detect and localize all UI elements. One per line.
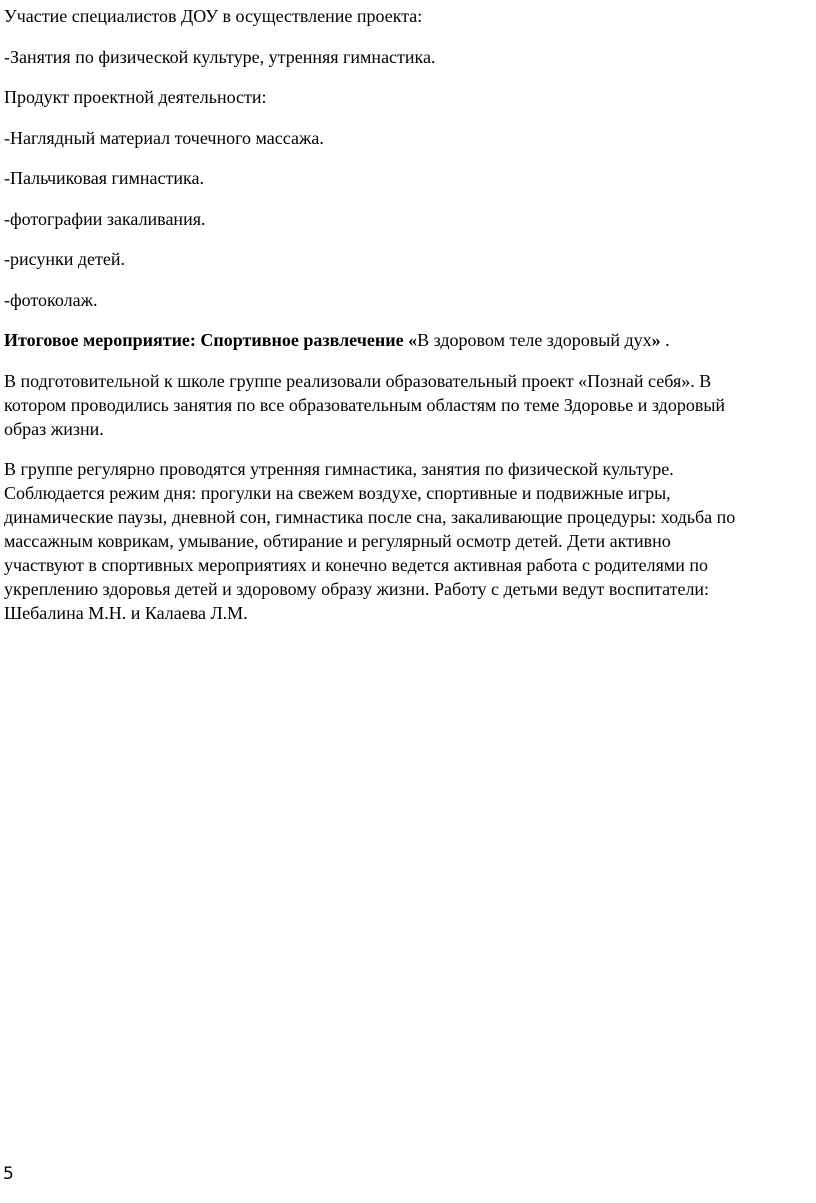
participation-heading: Участие специалистов ДОУ в осуществление проекта: bbox=[4, 6, 423, 26]
routine-paragraph bbox=[4, 457, 804, 625]
project-paragraph bbox=[4, 369, 804, 441]
product-item-massage: -Наглядный материал точечного массажа. bbox=[4, 127, 324, 148]
product-item-collage: -фотоколаж. bbox=[4, 289, 98, 310]
document-body bbox=[4, 4, 804, 642]
product-heading: Продукт проектной деятельности: bbox=[4, 87, 267, 107]
paragraph-line: укреплению здоровья детей и здоровому образу жизни. Работу с детьми ведут воспитатели: bbox=[4, 579, 710, 599]
final-event-quote-close: » bbox=[651, 330, 661, 350]
product-item-finger-gymnastics: -Пальчиковая гимнастика. bbox=[4, 168, 204, 188]
product-item-drawings: -рисунки детей. bbox=[4, 249, 126, 269]
paragraph-line: участвуют в спортивных мероприятиях и конечно ведется активная работа с родителями по bbox=[4, 555, 709, 575]
final-event-tail: . bbox=[660, 330, 670, 350]
final-event-label: Итоговое мероприятие: Спортивное развлечение « bbox=[4, 330, 418, 350]
final-event-line bbox=[4, 328, 804, 352]
paragraph-line: котором проводились занятия по все образовательным областям по теме Здоровье и здоровый bbox=[4, 394, 726, 415]
paragraph-line: динамические паузы, дневной сон, гимнастика после сна, закаливающие процедуры: ходьба по bbox=[4, 507, 736, 527]
paragraph-line: В группе регулярно проводятся утренняя гимнастика, занятия по физической культуре. bbox=[4, 459, 674, 479]
paragraph-line: образ жизни. bbox=[4, 418, 104, 439]
paragraph-line: Соблюдается режим дня: прогулки на свежем воздухе, спортивные и подвижные игры, bbox=[4, 483, 671, 503]
paragraph-line: В подготовительной к школе группе реализовали образовательный проект «Познай себя». В bbox=[4, 370, 712, 391]
participation-item-pe: -Занятия по физической культуре, утренняя гимнастика. bbox=[4, 46, 436, 67]
paragraph-line: массажным коврикам, умывание, обтирание и регулярный осмотр детей. Дети активно bbox=[4, 531, 671, 551]
page-number: 5 bbox=[3, 1164, 14, 1184]
final-event-title: В здоровом теле здоровый дух bbox=[417, 330, 652, 350]
product-item-photos: -фотографии закаливания. bbox=[4, 208, 206, 229]
paragraph-line: Шебалина М.Н. и Калаева Л.М. bbox=[4, 603, 248, 623]
